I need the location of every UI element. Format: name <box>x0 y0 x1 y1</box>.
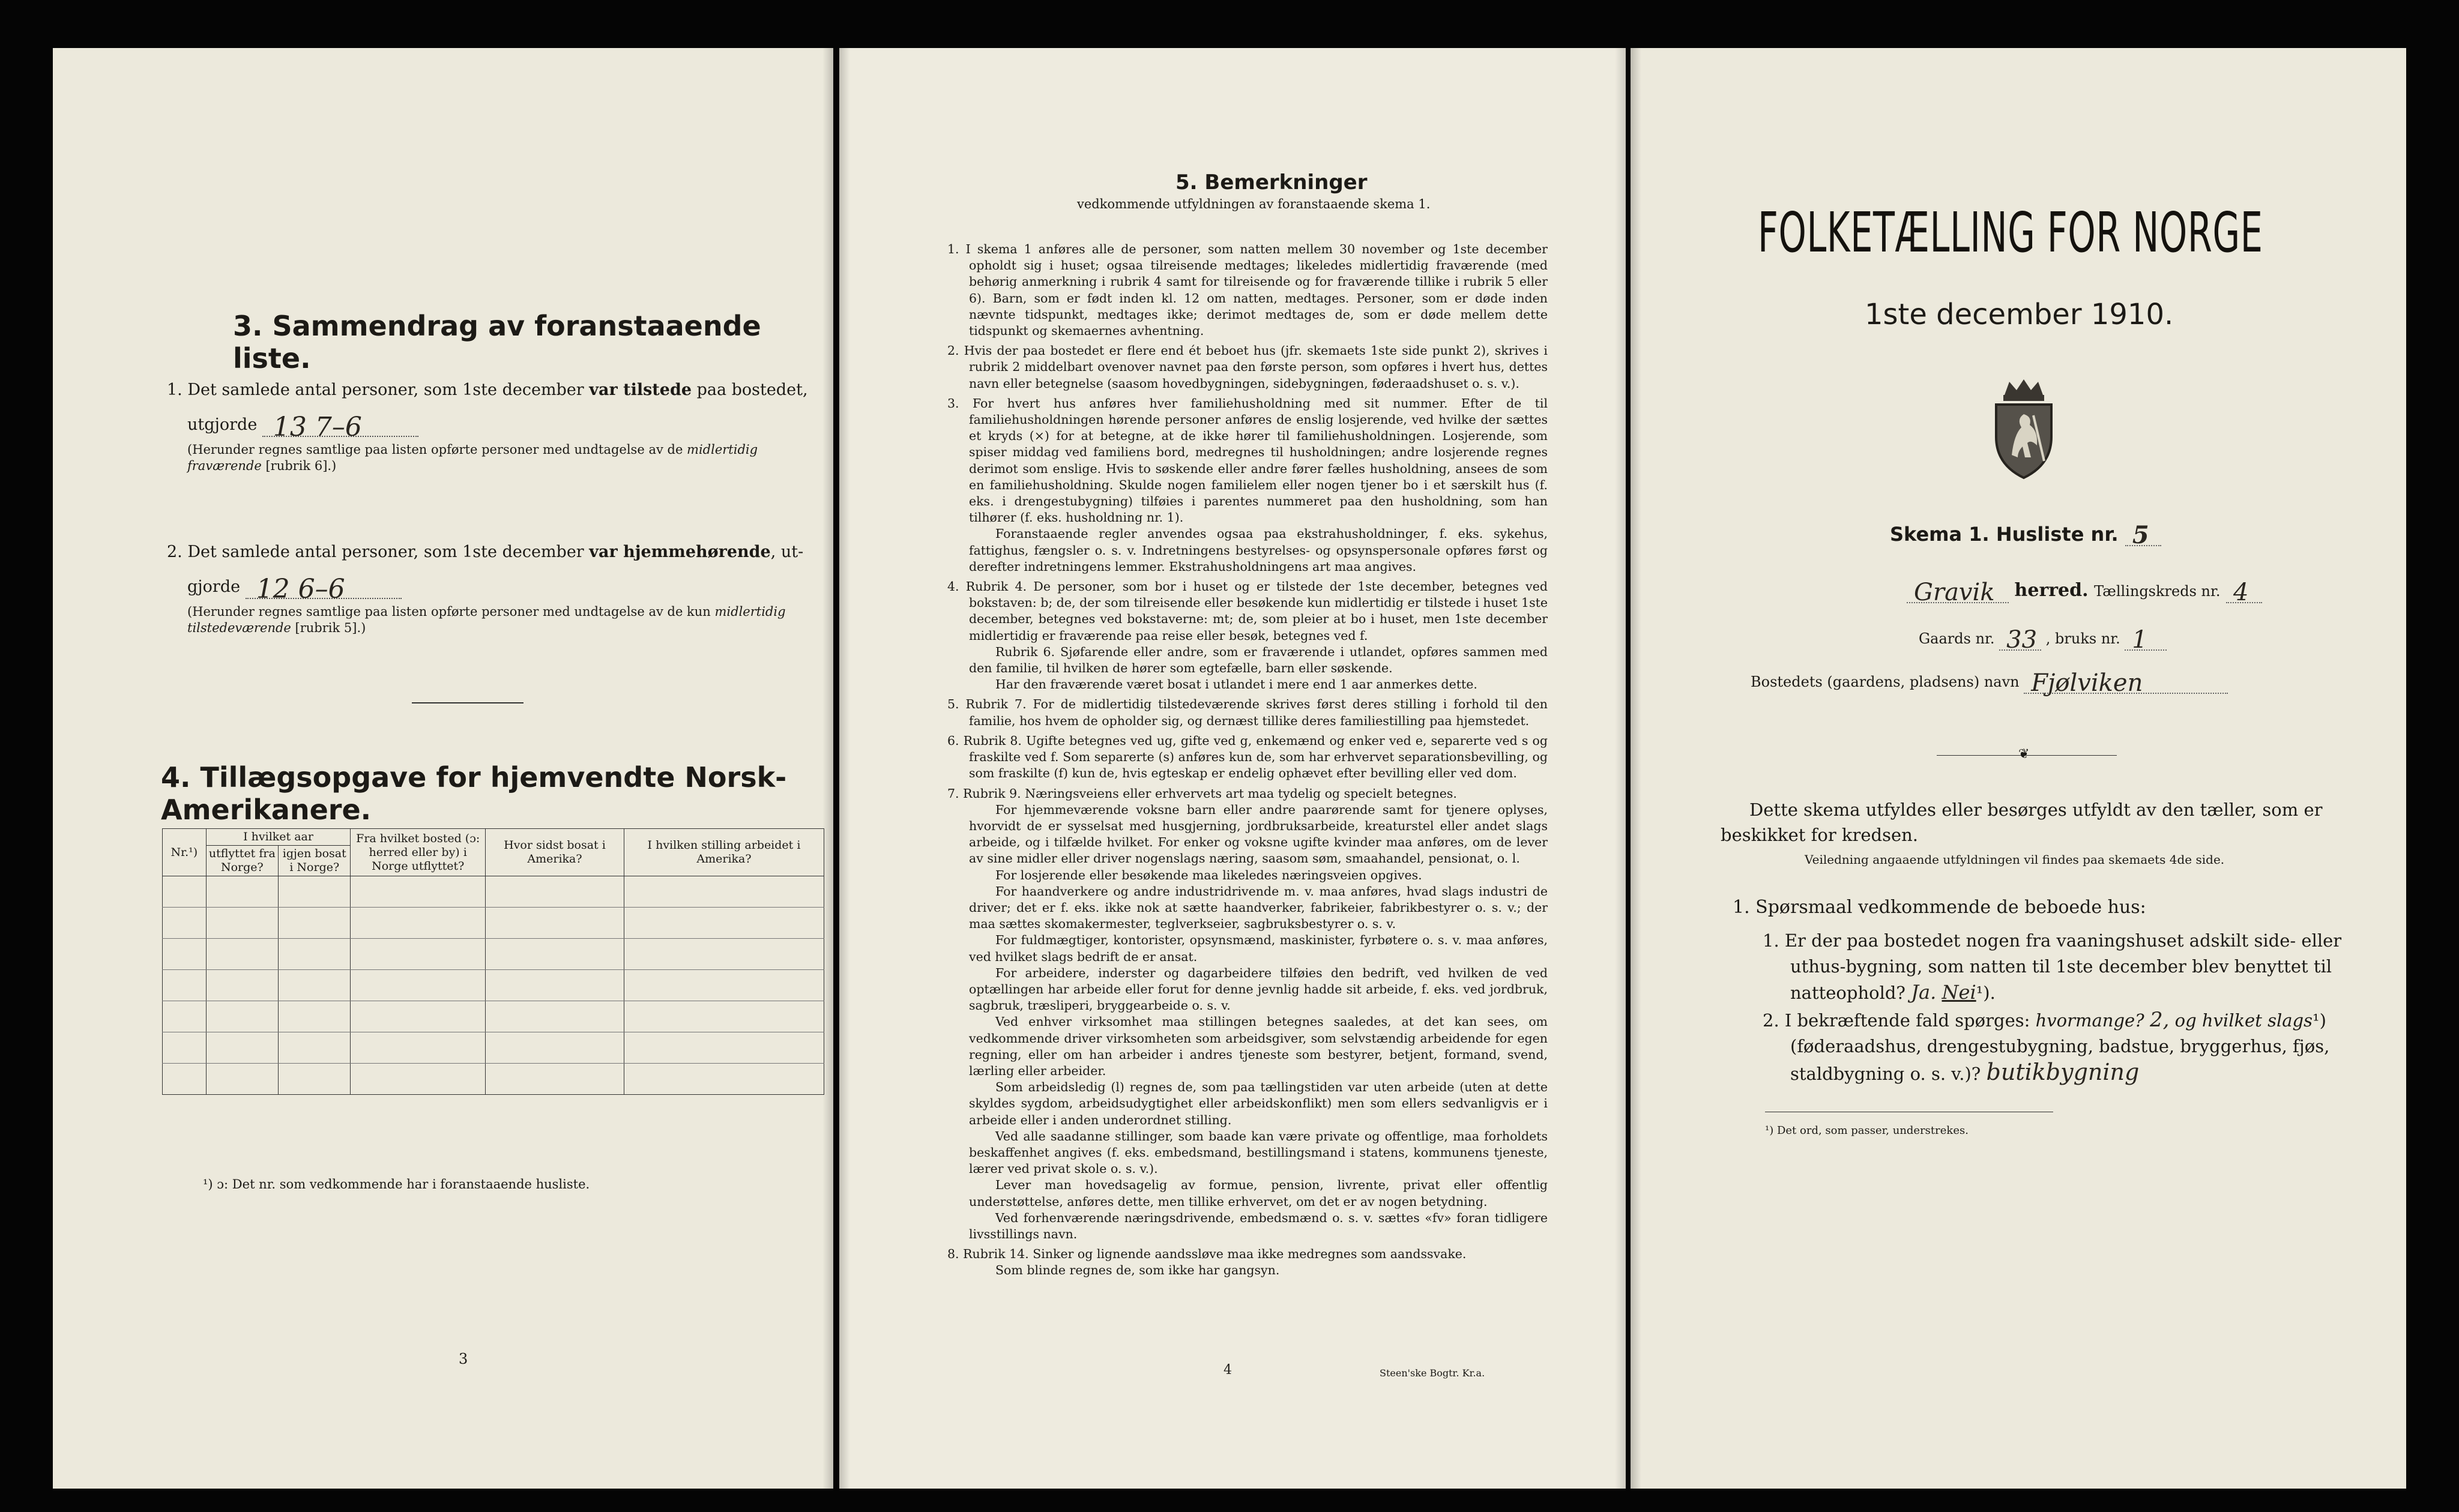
section3-title: 3. Sammendrag av foranstaaende liste. <box>233 310 761 375</box>
page3-footnote: ¹) Det ord, som passer, understrekes. <box>1765 1124 1969 1137</box>
col-utflyttet: utflyttet fra Norge? <box>206 846 278 876</box>
section4-footnote: ¹) ɔ: Det nr. som vedkommende har i foranstaaende husliste. <box>203 1177 590 1191</box>
bosted-line: Bostedets (gaardens, pladsens) navn Fjølviken <box>1751 670 2228 694</box>
remark-paragraph: 1. I skema 1 anføres alle de personer, som natten mellem 30 november og 1ste december opholdt sig i huset; ogsaa tilreisende medtages; likeledes midlertidig fraværende (med behørig anmerkning i rubrik 4 samt for tilreisende og for fraværende tillike i rubrik 5 eller 6). Barn, som er født inden kl. 12 om natten, medtages. Personer, som er døde inden nævnte tidspunkt, medtages ikke; derimot medtages de, som er døde mellem dette tidspunkt og skemaernes avhentning. <box>947 242 1548 339</box>
questions-heading: 1. Spørsmaal vedkommende de beboede hus: <box>1733 897 2146 918</box>
item2-handwritten-value: 12 6–6 <box>256 574 345 604</box>
main-title: FOLKETÆLLING FOR NORGE <box>1758 200 2263 265</box>
item1-note: (Herunder regnes samtlige paa listen opførte personer med undtagelse av de midlertidig fraværende [rubrik 6].) <box>187 442 758 473</box>
remark-paragraph: For losjerende eller besøkende maa likeledes næringsveien opgives. <box>995 867 1422 882</box>
table-row <box>163 1001 824 1032</box>
col-group-aar: I hvilket aar <box>206 829 351 846</box>
remark-paragraph: Ved alle saadanne stillinger, som baade kan være private og offentlige, maa forholdets beskaffenhet angives (f. eks. embedsmand, bestillingsmand i statens, kommunens tjeneste, lærer ved privat skole o. s. v.). <box>969 1128 1548 1176</box>
skema-line: Skema 1. Husliste nr. 5 <box>1890 522 2161 546</box>
section5-subtitle: vedkommende utfyldningen av foranstaaende skema 1. <box>1077 197 1431 211</box>
col-hvor: Hvor sidst bosat i Amerika? <box>485 829 624 876</box>
husliste-nr-value: 5 <box>2132 521 2149 549</box>
herred-line: Gravik herred. Tællingskreds nr. 4 <box>1907 579 2262 603</box>
veiledning-note: Veiledning angaaende utfyldningen vil findes paa skemaets 4de side. <box>1805 852 2225 867</box>
table-row <box>163 876 824 908</box>
table-row <box>163 908 824 939</box>
remark-paragraph: Som arbeidsledig (l) regnes de, som paa tællingstiden var uten arbeide (uten at dette skyldes sygdom, arbeidsudygtighet eller arbeidskonflikt) men som ellers sedvanligvis er i arbeide eller i anden underordnet stilling. <box>969 1080 1548 1127</box>
table-row <box>163 939 824 970</box>
section3-item1: 1. Det samlede antal personer, som 1ste december var tilstede paa bostedet, utgjorde 13 7–6 (Herunder regnes samtlige paa listen opførte personer med undtagelse av de midlertidig fraværende [rubrik 6].) <box>167 381 808 473</box>
remark-paragraph: For arbeidere, inderster og dagarbeidere tilføies den bedrift, ved hvilken de ved optællingen har arbeide eller forut for denne jevnlig hadde sit arbeide, f. eks. ved jordbruk, sagbruk, træsliperi, bryggearbeide o. s. v. <box>969 965 1548 1013</box>
printer-note: Steen'ske Bogtr. Kr.a. <box>1380 1367 1485 1379</box>
page-left <box>53 48 833 1489</box>
answer-nei: Nei <box>1942 981 1976 1004</box>
remark-paragraph: Ved forhenværende næringsdrivende, embedsmænd o. s. v. sættes «fv» foran tidligere livsstillings navn. <box>969 1210 1548 1241</box>
col-igjen: igjen bosat i Norge? <box>279 846 351 876</box>
page-right <box>1631 48 2406 1489</box>
ornament-icon: ❦ <box>2018 747 2030 762</box>
remark-paragraph: 7. Rubrik 9. Næringsveiens eller erhvervets art maa tydelig og specielt betegnes. <box>947 786 1457 801</box>
question-1: 1. Er der paa bostedet nogen fra vaaningshuset adskilt side- eller uthus-bygning, som natten til 1ste december blev benyttet til natteophold? Ja. Nei¹). <box>1763 930 2342 1004</box>
table-row <box>163 1032 824 1064</box>
page-number: 3 <box>459 1351 468 1367</box>
remark-paragraph: Ved enhver virksomhet maa stillingen betegnes saaledes, at det kan sees, om vedkommende driver virksomheten som arbeidsgiver, som selvstændig arbeidende for egen regning, eller om han arbeider i andres tjeneste som bestyrer, betjent, formand, svend, lærling eller arbeider. <box>969 1014 1548 1078</box>
table-row <box>163 970 824 1001</box>
kreds-nr-value: 4 <box>2233 579 2249 606</box>
col-stilling: I hvilken stilling arbeidet i Amerika? <box>624 829 824 876</box>
remark-paragraph: 6. Rubrik 8. Ugifte betegnes ved ug, gifte ved g, enkemænd og enker ved e, separerte ved s og fraskilte ved f. Som separerte (s) anføres kun de, som har erhvervet separationsbevilling, og som fraskilte (f) kun de, hvis egteskap er endelig ophævet efter bevilling eller ved dom. <box>947 733 1548 781</box>
remark-paragraph: For hjemmeværende voksne barn eller andre paarørende samt for tjenere oplyses, hvorvidt de er sysselsat med husgjerning, jordbruksarbeide, kreaturstel eller andet slags arbeide, og i tilfælde hvilket. For enker og voksne ugifte kvinder maa anføres, om de lever av sine midler eller driver nogenslags næring, saasom søm, smaahandel, pensionat, o. l. <box>969 802 1548 866</box>
item1-handwritten-value: 13 7–6 <box>273 412 362 442</box>
answer-building-type: butikbygning <box>1986 1059 2140 1085</box>
norsk-amerikanere-table <box>162 828 824 1095</box>
remark-paragraph: Som blinde regnes de, som ikke har gangsyn. <box>995 1263 1280 1278</box>
remark-paragraph: Foranstaaende regler anvendes ogsaa paa ekstrahusholdninger, f. eks. sykehus, fattighus, fængsler o. s. v. Indretningens bestyrelses- og opsynspersonale opføres først og derefter indretningens lemmer. Ekstrahusholdningens art maa angives. <box>969 526 1548 574</box>
section4-title: 4. Tillægsopgave for hjemvendte Norsk-Amerikanere. <box>161 761 787 826</box>
remark-paragraph: Lever man hovedsagelig av formue, pension, livrente, privat eller offentlig understøttelse, anføres dette, men tillike erhvervet, om det er av nogen betydning. <box>969 1178 1548 1209</box>
col-fra: Fra hvilket bosted (ɔ: herred eller by) i Norge utflyttet? <box>351 829 486 876</box>
bosted-value: Fjølviken <box>2031 669 2143 697</box>
section5-title: 5. Bemerkninger <box>1175 170 1368 194</box>
answer-count: 2, <box>2149 1008 2170 1032</box>
remark-paragraph: 4. Rubrik 4. De personer, som bor i huset og er tilstede der 1ste december, betegnes ved bokstaven: b; de, der som tilreisende eller besøkende kun midlertidig er tilstede i huset 1ste december, betegnes ved bokstaverne: mt; de, som pleier at bo i huset, men 1ste december midlertidig er fraværende paa reise eller besøk, betegnes ved f. <box>947 579 1548 643</box>
section3-item2: 2. Det samlede antal personer, som 1ste december var hjemmehørende, ut- gjorde 12 6–6 (Herunder regnes samtlige paa listen opførte personer med undtagelse av de kun midlertidig tilstedeværende [rubrik 5].) <box>167 543 804 635</box>
coat-of-arms-icon <box>1987 377 2061 480</box>
remark-paragraph: 5. Rubrik 7. For de midlertidig tilstedeværende skrives først deres stilling i forhold til den familie, hos hvem de opholder sig, og dernæst tillike deres familiestilling paa hjemstedet. <box>947 697 1548 728</box>
remark-paragraph: Rubrik 6. Sjøfarende eller andre, som er fraværende i utlandet, opføres sammen med den familie, til hvilken de hører som egtefælle, barn eller søskende. <box>969 644 1548 676</box>
remark-paragraph: 8. Rubrik 14. Sinker og lignende aandssløve maa ikke medregnes som aandssvake. <box>947 1247 1467 1262</box>
section-divider <box>412 702 523 703</box>
remark-paragraph: Har den fraværende været bosat i utlandet i mere end 1 aar anmerkes dette. <box>995 677 1477 692</box>
table-row <box>163 1064 824 1095</box>
page-middle <box>839 48 1626 1489</box>
col-nr: Nr.¹) <box>163 829 207 876</box>
question-2: 2. I bekræftende fald spørges: hvormange? 2, og hvilket slags¹) (føderaadshus, drengestubygning, badstue, bryggerhus, fjøs, staldbygning o. s. v.)? butikbygning <box>1763 1008 2330 1085</box>
item2-note: (Herunder regnes samtlige paa listen opførte personer med undtagelse av de kun midlertidig tilstedeværende [rubrik 5].) <box>187 604 786 635</box>
page-number: 4 <box>1223 1363 1232 1378</box>
census-date: 1ste december 1910. <box>1865 298 2174 331</box>
gaards-line: Gaards nr. 33 , bruks nr. 1 <box>1919 627 2167 651</box>
bruks-nr-value: 1 <box>2132 626 2147 654</box>
herred-value: Gravik <box>1914 579 1995 606</box>
remark-paragraph: 2. Hvis der paa bostedet er flere end ét beboet hus (jfr. skemaets 1ste side punkt 2), skrives i rubrik 2 middelbart ovenover navnet paa den første person, som opføres i hvert hus, dettes navn eller betegnelse (saasom hovedbygningen, sidebygningen, føderaadshuset o. s. v.). <box>947 343 1548 391</box>
remark-paragraph: For haandverkere og andre industridrivende m. v. maa anføres, hvad slags industri de driver; det er f. eks. ikke nok at sætte haandverker, fabrikeier, fabrikbestyrer o. s. v.; der maa sættes skomakermester, teglverkseier, sagbruksbestyrer o. s. v. <box>969 884 1548 932</box>
intro-text: Dette skema utfyldes eller besørges utfyldt av den tæller, som er beskikket for kredsen. <box>1721 800 2323 845</box>
remark-paragraph: For fuldmægtiger, kontorister, opsynsmænd, maskinister, fyrbøtere o. s. v. maa anføres, ved hvilket slags bedrift de er ansat. <box>969 933 1548 964</box>
remarks-list <box>947 241 1548 1279</box>
remark-paragraph: 3. For hvert hus anføres hver familiehusholdning med sit nummer. Efter de til familiehusholdningen hørende personer anføres de enslig losjerende, ved hvilke der sættes et kryds (×) for at betegne, at de ikke hører til familiehusholdningen. Losjerende, som spiser middag ved familiens bord, medregnes til husholdningen; andre losjerende regnes derimot som enslige. Hvis to søskende eller andre fører fælles husholdning, ansees de som en familiehusholdning. Skulde nogen familielem eller nogen tjener bo i et særskilt hus (f. eks. i drengestubygning) tilføies i parentes nummeret paa den husholdning, som han tilhører (f. eks. husholdning nr. 1). <box>947 396 1548 525</box>
gaards-nr-value: 33 <box>2006 626 2038 654</box>
